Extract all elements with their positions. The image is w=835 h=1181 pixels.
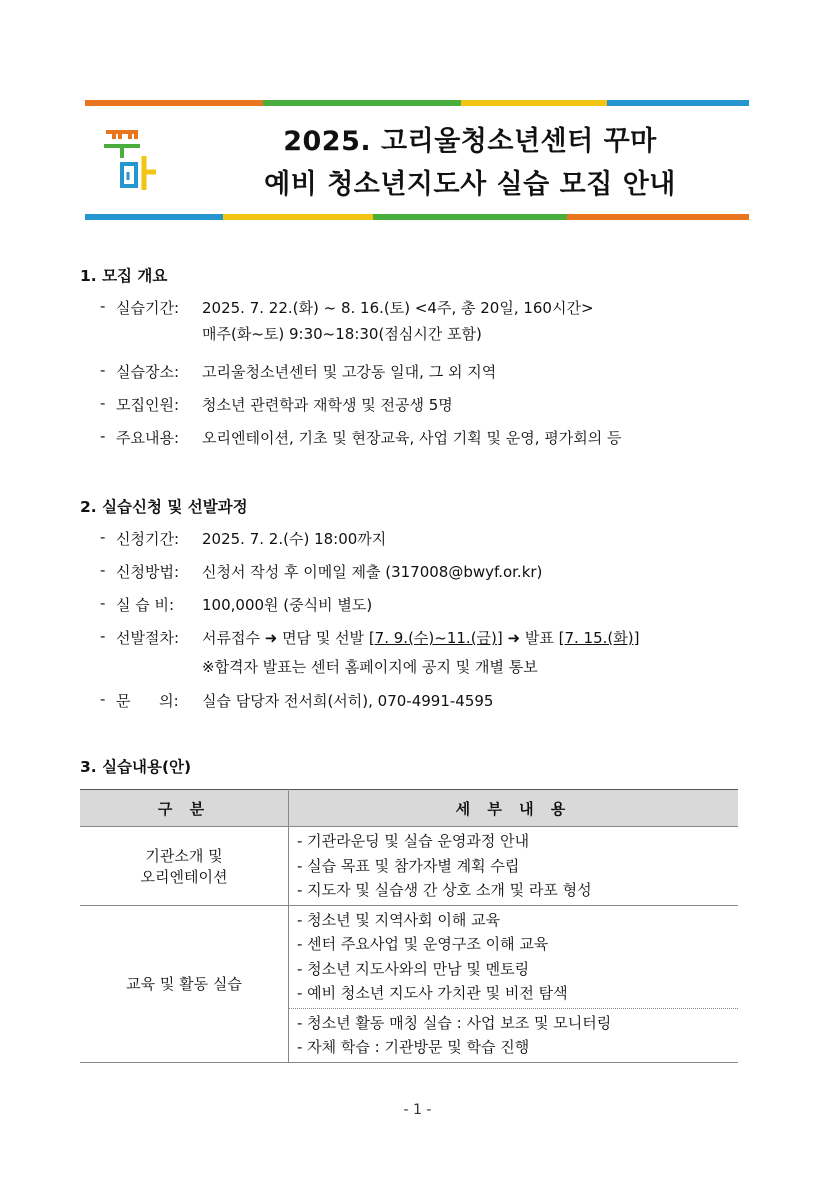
plan-table <box>80 789 738 1063</box>
top-color-bar <box>85 100 749 106</box>
row-details-sub <box>289 1008 739 1062</box>
bullet-dash: - <box>100 297 106 315</box>
value-location: 고리울청소년센터 및 고강동 일대, 그 외 지역 <box>202 363 497 381</box>
label-contents: 주요내용: <box>116 429 180 447</box>
document-title-line1: 2025. 고리울청소년센터 꾸마 <box>283 126 657 157</box>
row-category <box>80 827 289 906</box>
bullet-dash: - <box>100 561 106 579</box>
bullet-dash: - <box>100 690 106 708</box>
document-title-line2: 예비 청소년지도사 실습 모집 안내 <box>264 169 676 200</box>
announce-date: [7. 15.(화)] <box>558 629 640 647</box>
detail-item: - 예비 청소년 지도사 가치관 및 비전 탐색 <box>297 984 568 1002</box>
value-apply-period: 2025. 7. 2.(수) 18:00까지 <box>202 530 387 548</box>
section-title-overview: 1. 모집 개요 <box>80 267 168 285</box>
value-headcount: 청소년 관련학과 재학생 및 전공생 5명 <box>202 396 453 414</box>
bottom-color-bar <box>85 214 749 220</box>
detail-item: - 자체 학습 : 기관방문 및 학습 진행 <box>297 1038 530 1056</box>
row-category <box>80 905 289 1062</box>
label-location: 실습장소: <box>116 363 180 381</box>
selection-step-text: 서류접수 ➜ 면담 및 선발 <box>202 629 369 647</box>
interview-dates: [7. 9.(수)~11.(금)] <box>368 629 503 647</box>
detail-item: - 지도자 및 실습생 간 상호 소개 및 라포 형성 <box>297 881 592 899</box>
label-apply-period: 신청기간: <box>116 530 180 548</box>
row-details <box>289 827 739 906</box>
value-selection <box>202 627 639 648</box>
value-contents: 오리엔테이션, 기초 및 현장교육, 사업 기획 및 운영, 평가회의 등 <box>202 429 622 447</box>
label-inquiry: 문 의: <box>116 692 179 710</box>
row-details <box>289 905 739 1008</box>
detail-item: - 실습 목표 및 참가자별 계획 수립 <box>297 856 520 875</box>
value-selection-note: ※합격자 발표는 센터 홈페이지에 공지 및 개별 통보 <box>202 658 538 676</box>
bullet-dash: - <box>100 361 106 379</box>
value-apply-method: 신청서 작성 후 이메일 제출 (317008@bwyf.or.kr) <box>202 563 543 581</box>
section-title-application: 2. 실습신청 및 선발과정 <box>80 498 248 516</box>
table-header-row <box>80 790 738 827</box>
value-period-hours: 매주(화~토) 9:30~18:30(점심시간 포함) <box>202 325 482 343</box>
detail-item: - 센터 주요사업 및 운영구조 이해 교육 <box>297 935 549 953</box>
kkuma-logo <box>100 126 164 194</box>
announce-text: ➜ 발표 <box>502 629 559 647</box>
header-details: 세 부 내 용 <box>289 790 739 827</box>
header-category: 구 분 <box>80 790 289 827</box>
value-inquiry: 실습 담당자 전서희(서히), 070-4991-4595 <box>202 692 494 710</box>
bullet-dash: - <box>100 627 106 645</box>
bullet-dash: - <box>100 427 106 445</box>
detail-item: - 청소년 활동 매칭 실습 : 사업 보조 및 모니터링 <box>297 1013 612 1032</box>
detail-item: - 기관라운딩 및 실습 운영과정 안내 <box>297 832 530 850</box>
value-period: 2025. 7. 22.(화) ~ 8. 16.(토) <4주, 총 20일, 160시간> <box>202 299 594 317</box>
page-number: - 1 - <box>403 1102 432 1118</box>
category-text: 오리엔테이션 <box>140 867 228 886</box>
bullet-dash: - <box>100 528 106 546</box>
label-fee: 실 습 비: <box>116 596 175 614</box>
bullet-dash: - <box>100 594 106 612</box>
label-headcount: 모집인원: <box>116 396 180 414</box>
bullet-dash: - <box>100 394 106 412</box>
detail-item: - 청소년 및 지역사회 이해 교육 <box>297 910 501 929</box>
section-title-plan: 3. 실습내용(안) <box>80 758 192 776</box>
table-row <box>80 905 738 1008</box>
category-text: 교육 및 활동 실습 <box>126 975 242 993</box>
label-period: 실습기간: <box>116 299 180 317</box>
table-row <box>80 827 738 906</box>
detail-item: - 청소년 지도사와의 만남 및 멘토링 <box>297 959 530 978</box>
category-text: 기관소개 및 <box>145 846 223 865</box>
label-selection: 선발절차: <box>116 629 180 647</box>
label-apply-method: 신청방법: <box>116 563 180 581</box>
value-fee: 100,000원 (중식비 별도) <box>202 596 373 614</box>
